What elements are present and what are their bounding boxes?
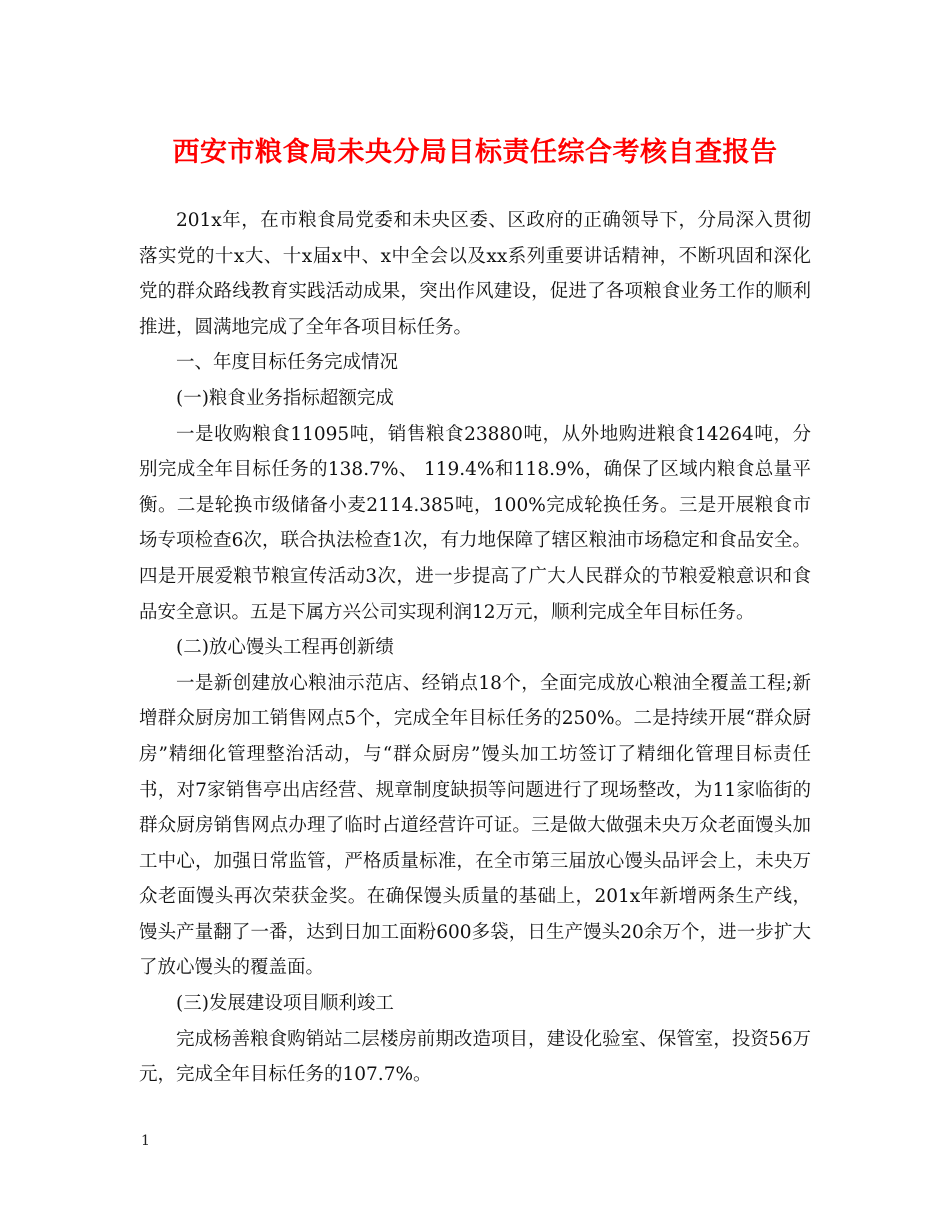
document-body [139, 203, 811, 1093]
page-number: 1 [141, 1133, 150, 1149]
construction-paragraph: 完成杨善粮食购销站二层楼房前期改造项目，建设化验室、保管室，投资56万元，完成全年目标任务的107.7%。 [139, 1028, 811, 1086]
document-title: 西安市粮食局未央分局目标责任综合考核自查报告 [172, 137, 778, 168]
steamed-bun-paragraph: 一是新创建放心粮油示范店、经销点18个，全面完成放心粮油全覆盖工程;新增群众厨房加工销售网点5个，完成全年目标任务的250%。二是持续开展“群众厨房”精细化管理整治活动，与“群众厨房”馒头加工坊签订了精细化管理目标责任书，对7家销售亭出店经营、规章制度缺损等问题进行了现场整改，为11家临街的群众厨房销售网点办理了临时占道经营许可证。三是做大做强未央万众老面馒头加工中心，加强日常监管，严格质量标准，在全市第三届放心馒头品评会上，未央万众老面馒头再次荣获金奖。在确保馒头质量的基础上，201x年新增两条生产线，馒头产量翻了一番，达到日加工面粉600多袋，日生产馒头20余万个，进一步扩大了放心馒头的覆盖面。 [139, 672, 811, 979]
subheading-construction-project: (三)发展建设项目顺利竣工 [176, 993, 394, 1015]
grain-business-paragraph: 一是收购粮食11095吨，销售粮食23880吨，从外地购进粮食14264吨，分别完成全年目标任务的138.7%、 119.4%和118.9%，确保了区域内粮食总量平衡。二是轮换市级储备小麦2114.385吨，100%完成轮换任务。三是开展粮食市场专项检查6次，联合执法检查1次，有力地保障了辖区粮油市场稳定和食品安全。四是开展爱粮节粮宣传活动3次，进一步提高了广大人民群众的节粮爱粮意识和食品安全意识。五是下属方兴公司实现利润12万元，顺利完成全年目标任务。 [139, 423, 811, 623]
intro-paragraph: 201x年，在市粮食局党委和未央区委、区政府的正确领导下，分局深入贯彻落实党的十x大、十x届x中、x中全会以及xx系列重要讲话精神，不断巩固和深化党的群众路线教育实践活动成果，突出作风建设，促进了各项粮食业务工作的顺利推进，圆满地完成了全年各项目标任务。 [139, 210, 811, 338]
section-heading-annual-targets: 一、年度目标任务完成情况 [176, 352, 399, 374]
subheading-steamed-bun-project: (二)放心馒头工程再创新绩 [176, 637, 394, 659]
subheading-grain-business: (一)粮食业务指标超额完成 [176, 387, 394, 409]
